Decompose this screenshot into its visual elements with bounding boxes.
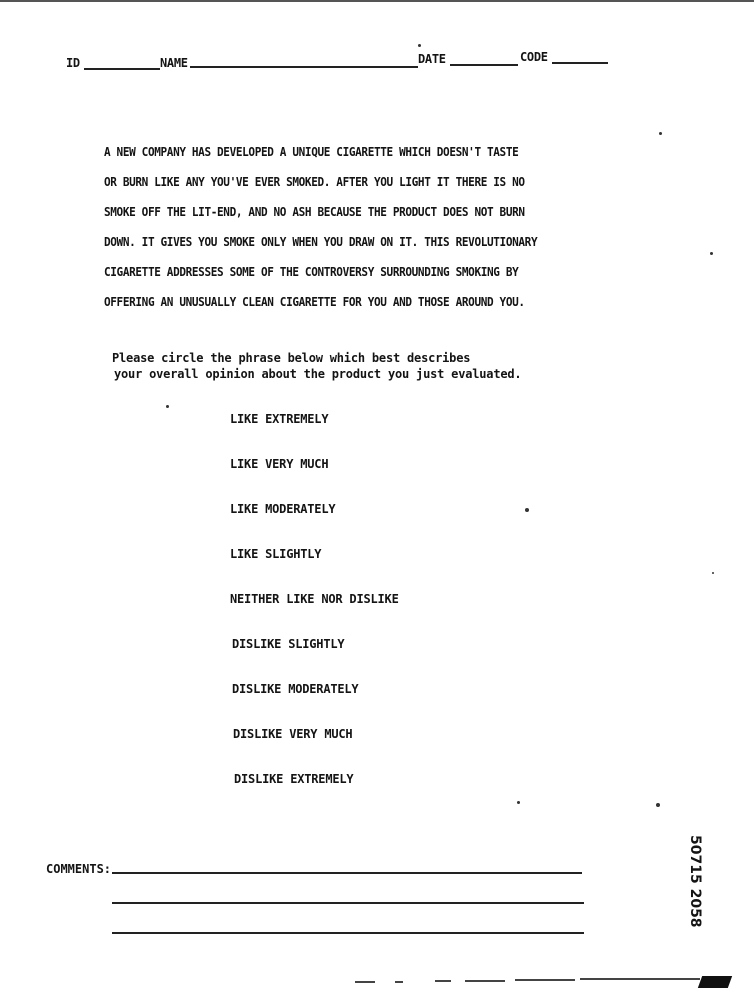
option-dislike-very-much[interactable]: DISLIKE VERY MUCH (233, 727, 353, 741)
comments-line-2[interactable] (112, 902, 584, 904)
description-line: SMOKE OFF THE LIT-END, AND NO ASH BECAUSE THE PRODUCT DOES NOT BURN (104, 205, 525, 219)
scan-speck (712, 572, 714, 574)
option-dislike-slightly[interactable]: DISLIKE SLIGHTLY (232, 637, 345, 651)
scan-noise (355, 975, 725, 989)
option-like-slightly[interactable]: LIKE SLIGHTLY (230, 547, 322, 561)
description-line: CIGARETTE ADDRESSES SOME OF THE CONTROVERSY SURROUNDING SMOKING BY (104, 265, 519, 279)
instruction-line-1: Please circle the phrase below which best describes (112, 351, 471, 365)
comments-section (46, 860, 606, 950)
document-code (683, 835, 705, 945)
description-line: DOWN. IT GIVES YOU SMOKE ONLY WHEN YOU DRAW ON IT. THIS REVOLUTIONARY (104, 235, 538, 249)
product-description (104, 137, 624, 317)
description-line: OFFERING AN UNUSUALLY CLEAN CIGARETTE FOR YOU AND THOSE AROUND YOU. (104, 295, 525, 309)
date-field[interactable] (450, 64, 518, 66)
comments-line-3[interactable] (112, 932, 584, 934)
id-label: ID (66, 56, 80, 70)
code-field[interactable] (552, 62, 608, 64)
scan-speck (710, 252, 713, 255)
option-like-extremely[interactable]: LIKE EXTREMELY (230, 412, 329, 426)
option-dislike-moderately[interactable]: DISLIKE MODERATELY (232, 682, 359, 696)
option-like-very-much[interactable]: LIKE VERY MUCH (230, 457, 329, 471)
comments-label: COMMENTS: (46, 862, 112, 876)
scan-speck (525, 508, 529, 512)
option-neither[interactable]: NEITHER LIKE NOR DISLIKE (230, 592, 399, 606)
description-line: OR BURN LIKE ANY YOU'VE EVER SMOKED. AFTER YOU LIGHT IT THERE IS NO (104, 175, 525, 189)
scan-speck (166, 405, 169, 408)
comments-line-1[interactable] (112, 872, 582, 874)
id-field[interactable] (84, 68, 160, 70)
rating-options (230, 408, 399, 813)
scan-speck (659, 132, 662, 135)
scan-speck (418, 44, 421, 47)
name-label: NAME (160, 56, 188, 70)
description-line: A NEW COMPANY HAS DEVELOPED A UNIQUE CIGARETTE WHICH DOESN'T TASTE (104, 145, 519, 159)
scan-speck (656, 803, 660, 807)
scan-blob (698, 976, 732, 988)
date-label: DATE (418, 52, 446, 66)
option-dislike-extremely[interactable]: DISLIKE EXTREMELY (234, 772, 354, 786)
top-border (0, 0, 754, 2)
document-code-text: 50715 2058 (687, 835, 703, 928)
name-field[interactable] (190, 66, 418, 68)
header-fields (66, 52, 626, 76)
instruction-text (112, 350, 592, 382)
code-label: CODE (520, 50, 548, 64)
option-like-moderately[interactable]: LIKE MODERATELY (230, 502, 336, 516)
scan-speck (517, 801, 520, 804)
instruction-line-2: your overall opinion about the product you just evaluated. (114, 367, 522, 381)
